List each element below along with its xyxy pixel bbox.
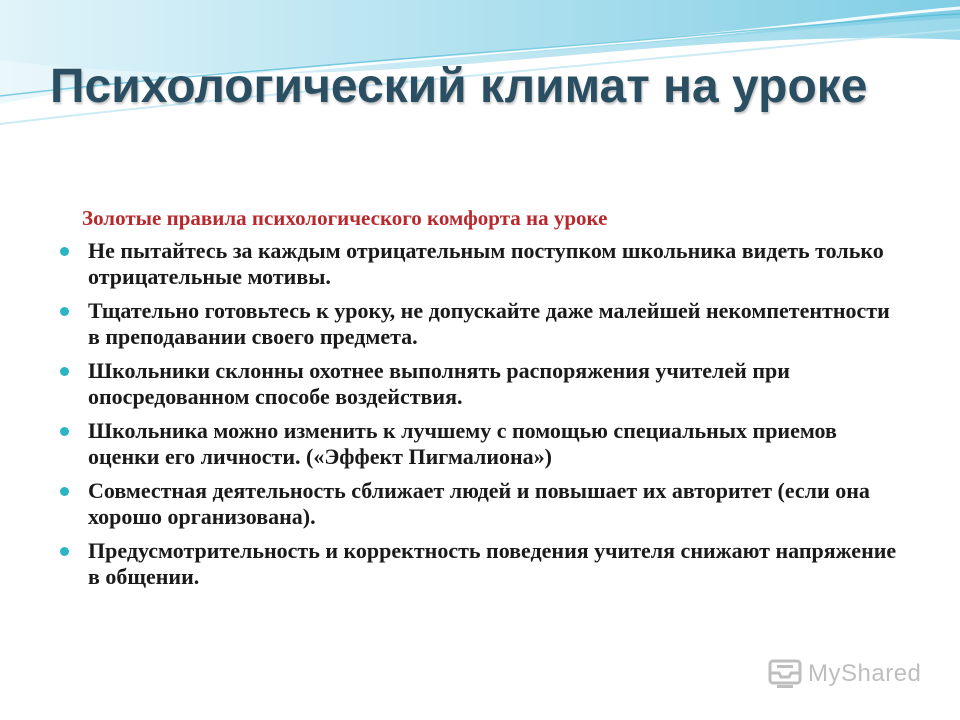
list-item [60, 298, 900, 350]
list-item [60, 538, 900, 590]
bullet-dot-icon [60, 307, 69, 316]
watermark-text: MyShared [808, 660, 922, 687]
list-item [60, 238, 900, 290]
list-item-text: Школьника можно изменить к лучшему с помощью специальных приемов оценки его личности. («Эффект Пигмалиона») [88, 418, 837, 469]
list-item-text: Тщательно готовьтесь к уроку, не допускайте даже малейшей некомпетентности в преподавании своего предмета. [88, 298, 890, 349]
list-item-text: Не пытайтесь за каждым отрицательным поступком школьника видеть только отрицательные мотивы. [88, 238, 884, 289]
list-item [60, 478, 900, 530]
bullet-dot-icon [60, 427, 69, 436]
list-item-text: Совместная деятельность сближает людей и повышает их авторитет (если она хорошо организована). [88, 478, 870, 529]
list-item-text: Школьники склонны охотнее выполнять распоряжения учителей при опосредованном способе воздействия. [88, 358, 790, 409]
bullet-dot-icon [60, 367, 69, 376]
slide-subtitle: Золотые правила психологического комфорта на уроке [82, 206, 608, 230]
bullet-dot-icon [60, 487, 69, 496]
myshared-watermark [768, 656, 921, 692]
slide-title: Психологический климат на уроке [50, 60, 868, 113]
list-item [60, 358, 900, 410]
list-item-text: Предусмотрительность и корректность поведения учителя снижают напряжение в общении. [88, 538, 897, 589]
mail-tray-icon [768, 659, 802, 689]
bullet-dot-icon [60, 547, 69, 556]
rules-list [60, 238, 900, 598]
bullet-dot-icon [60, 247, 69, 256]
list-item [60, 418, 900, 470]
